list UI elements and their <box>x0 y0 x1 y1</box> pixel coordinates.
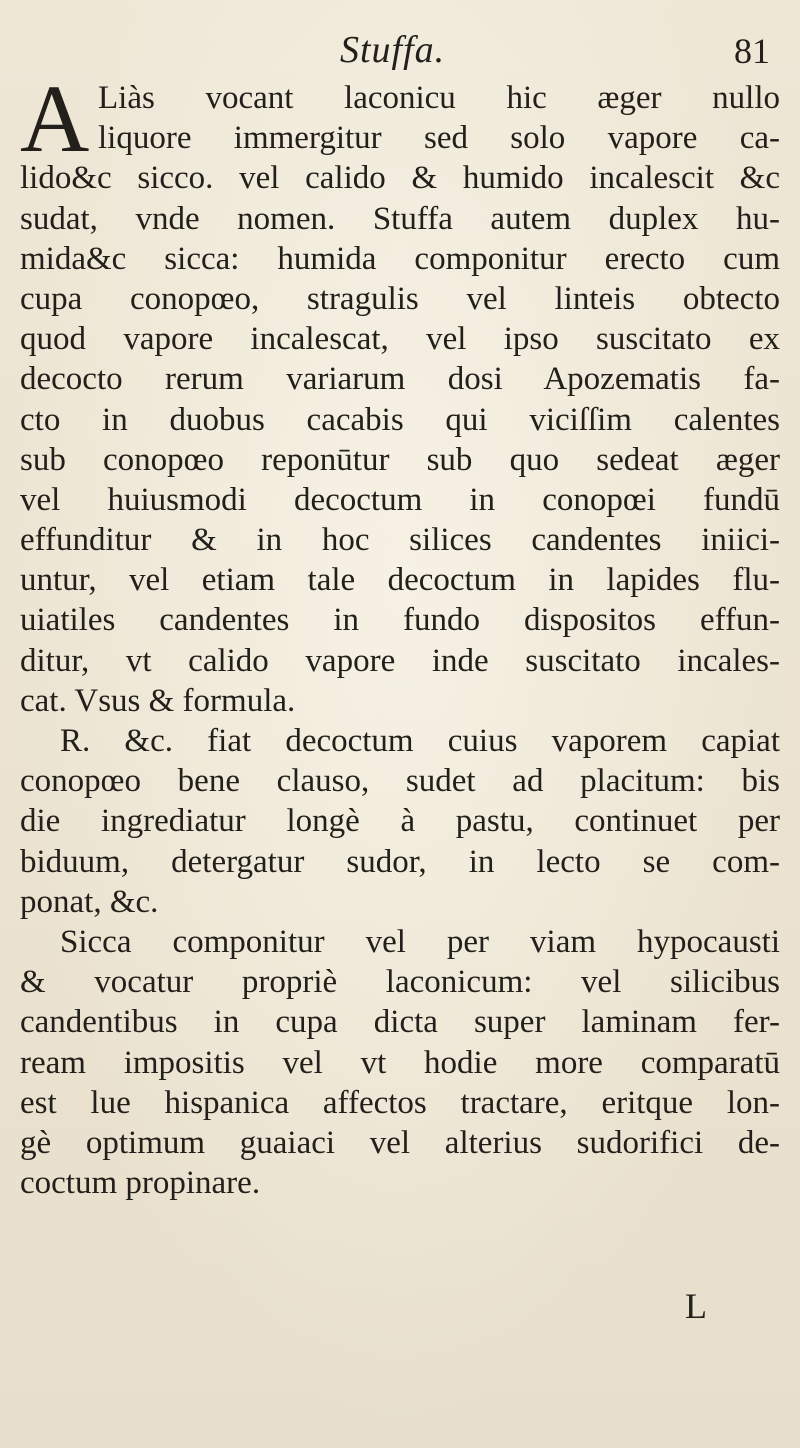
text-line: ponat, &c. <box>20 883 159 920</box>
text-line: vel huiusmodi decoctum in conopœi fundū <box>20 481 780 518</box>
text-line: uiatiles candentes in fundo dispositos effun- <box>20 602 780 639</box>
text-line: Liàs vocant laconicu hic æger nullo <box>98 80 780 116</box>
text-line: ditur, vt calido vapore inde suscitato incales- <box>20 642 780 679</box>
body-text <box>20 78 780 1203</box>
text-line: decocto rerum variarum dosi Apozematis fa- <box>20 361 780 398</box>
text-line: sudat, vnde nomen. Stuffa autem duplex hu- <box>20 200 780 237</box>
text-line: effunditur & in hoc silices candentes iniici- <box>20 522 780 559</box>
drop-initial: A <box>20 65 90 172</box>
text-line: cto in duobus cacabis qui viciſſim calentes <box>20 401 780 438</box>
running-head: Stuffa. <box>340 29 446 71</box>
text-line: die ingrediatur longè à pastu, continuet per <box>20 803 780 840</box>
text-line: cat. Vsus & formula. <box>20 682 296 719</box>
page-number: 81 <box>734 31 770 71</box>
text-line: & vocatur propriè laconicum: vel silicibus <box>20 964 780 1001</box>
text-line: cupa conopœo, stragulis vel linteis obtecto <box>20 280 780 317</box>
text-line: biduum, detergatur sudor, in lecto se com- <box>20 843 780 880</box>
text-line: ream impositis vel vt hodie more comparatū <box>20 1044 780 1081</box>
text-line: quod vapore incalescat, vel ipso suscitato ex <box>20 321 780 358</box>
text-line: est lue hispanica affectos tractare, eritque lon- <box>20 1084 780 1121</box>
text-line: sub conopœo reponūtur sub quo sedeat æger <box>20 441 780 478</box>
text-line: untur, vel etiam tale decoctum in lapides flu- <box>20 562 780 599</box>
text-line: lido&c sicco. vel calido & humido incalescit &c <box>20 160 780 197</box>
text-line: candentibus in cupa dicta super laminam fer- <box>20 1004 780 1041</box>
text-line: Sicca componitur vel per viam hypocausti <box>60 923 780 960</box>
catchword: L <box>685 1286 707 1326</box>
text-line: conopœo bene clauso, sudet ad placitum: bis <box>20 763 780 800</box>
text-line: liquore immergitur sed solo vapore ca- <box>98 120 780 157</box>
text-line: gè optimum guaiaci vel alterius sudorifici de- <box>20 1124 780 1161</box>
text-line: mida&c sicca: humida componitur erecto cum <box>20 240 780 277</box>
text-line: R. &c. fiat decoctum cuius vaporem capiat <box>60 723 780 759</box>
text-line: coctum propinare. <box>20 1165 261 1202</box>
